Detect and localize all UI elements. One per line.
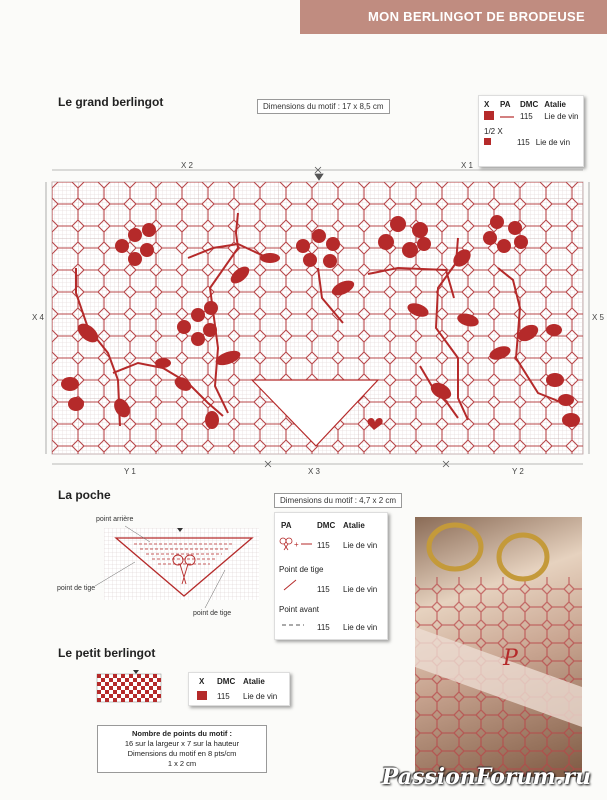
poche-title: La poche [58, 488, 111, 502]
petit-legend-atalie-1: Lie de vin [243, 692, 278, 701]
info-line-1: 16 sur la largeur x 7 sur la hauteur [124, 739, 240, 748]
marker-x2: X 2 [181, 161, 194, 170]
backstitch-line-icon [500, 115, 514, 119]
backstitch-scissors-icon [279, 537, 313, 551]
legend-atalie-1: Lie de vin [544, 112, 579, 121]
petit-legend-head-dmc: DMC [217, 677, 236, 686]
legend-head-dmc: DMC [520, 100, 539, 109]
checker-motif [97, 674, 161, 702]
label-point-de-tige-left: point de tige [57, 585, 96, 592]
page-header-title: MON BERLINGOT DE BRODEUSE [368, 9, 585, 24]
legend-dmc-2: 115 [517, 138, 530, 147]
grand-legend [478, 95, 584, 167]
legend-atalie-2: Lie de vin [535, 138, 571, 147]
petit-legend-head-atalie: Atalie [243, 677, 265, 686]
label-point-arriere: point arrière [96, 516, 134, 523]
half-stitch-swatch [484, 138, 491, 145]
legend-head-atalie: Atalie [544, 100, 567, 109]
half-stitch-title: 1/2 X [484, 127, 503, 136]
grand-chart [32, 158, 605, 478]
poche-legend-dmc-1: 115 [317, 541, 330, 550]
poche-legend-atalie-1: Lie de vin [343, 541, 378, 550]
poche-legend-dmc-3: 115 [317, 623, 330, 632]
poche-legend [274, 512, 388, 640]
berlingot-photo [415, 517, 582, 777]
petit-legend-dmc-1: 115 [217, 692, 230, 701]
info-line-3: 1 x 2 cm [167, 759, 197, 768]
poche-legend-head-atalie: Atalie [343, 521, 365, 530]
watermark: PassionForum.ru [381, 764, 591, 790]
cross-stitch-swatch [484, 111, 494, 120]
grand-dimensions: Dimensions du motif : 17 x 8,5 cm [257, 99, 390, 114]
svg-text:+: + [294, 540, 299, 549]
petit-chart [97, 674, 161, 702]
stem-stitch-icon [283, 579, 297, 591]
running-stitch-icon [281, 621, 305, 629]
legend-head-pa: PA [500, 100, 511, 109]
marker-y2: Y 2 [512, 467, 524, 476]
marker-x4: X 4 [32, 313, 45, 322]
poche-dimensions: Dimensions du motif : 4,7 x 2 cm [274, 493, 402, 508]
petit-legend-head-x: X [199, 677, 205, 686]
grand-title: Le grand berlingot [58, 95, 164, 109]
petit-legend [188, 672, 290, 706]
petit-title: Le petit berlingot [58, 646, 156, 660]
gold-scissors-icon [429, 525, 547, 579]
legend-head-x: X [484, 100, 490, 109]
poche-legend-atalie-2: Lie de vin [343, 585, 378, 594]
info-line-2: Dimensions du motif en 8 pts/cm [127, 749, 237, 758]
marker-x3: X 3 [308, 467, 321, 476]
poche-legend-atalie-3: Lie de vin [343, 623, 378, 632]
svg-text:P: P [503, 646, 518, 671]
marker-x1: X 1 [461, 161, 474, 170]
petit-swatch [197, 691, 207, 700]
poche-legend-head-dmc: DMC [317, 521, 336, 530]
photo-illustration [415, 517, 582, 777]
info-title: Nombre de points du motif : [132, 729, 232, 738]
poche-legend-head-pa: PA [281, 521, 292, 530]
legend-dmc-1: 115 [520, 112, 533, 121]
header-banner [300, 0, 607, 34]
marker-x5: X 5 [592, 313, 605, 322]
poche-legend-dmc-2: 115 [317, 585, 330, 594]
label-leader-lines [95, 520, 260, 615]
point-de-tige-title: Point de tige [279, 565, 324, 574]
marker-y1: Y 1 [124, 467, 136, 476]
point-avant-title: Point avant [279, 605, 320, 614]
petit-info-box [97, 725, 267, 773]
label-point-de-tige-bottom: point de tige [193, 610, 232, 617]
